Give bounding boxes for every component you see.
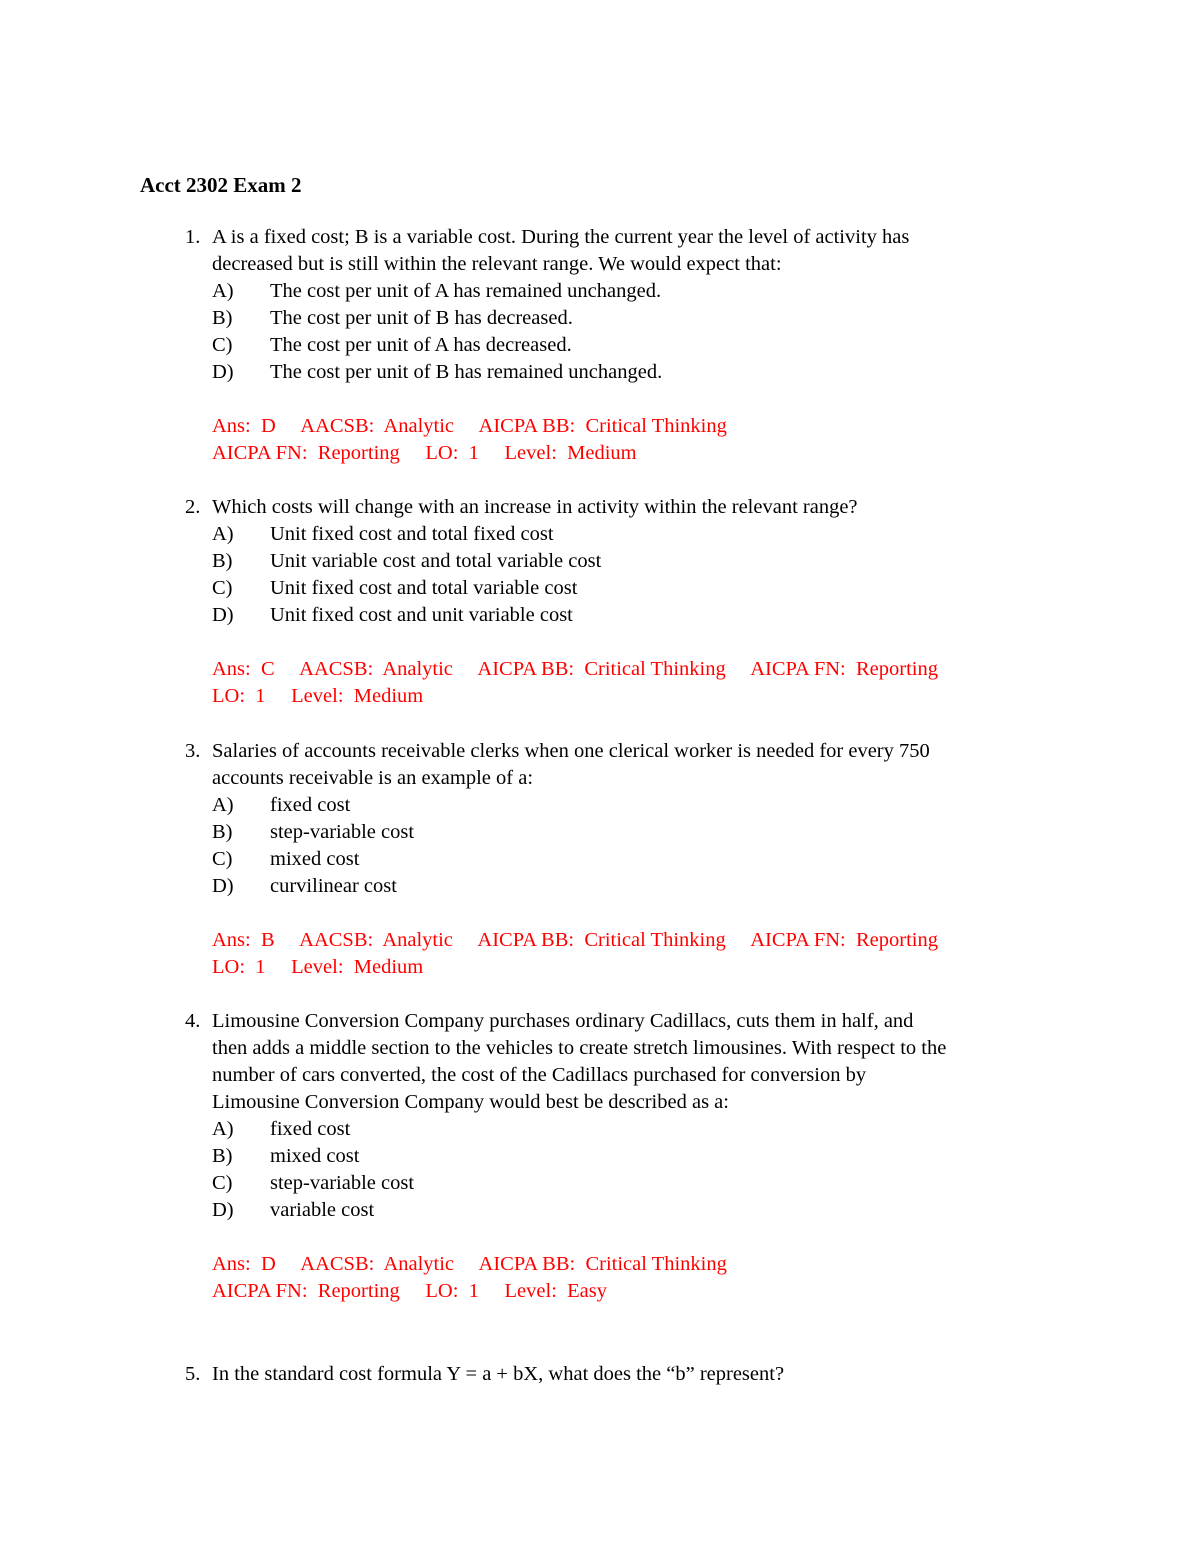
answer-option-c: C) The cost per unit of A has decreased.	[212, 334, 572, 356]
question-text-line: then adds a middle section to the vehicles to create stretch limousines. With respect to the	[212, 1037, 947, 1059]
question-text-line: decreased but is still within the relevant range. We would expect that:	[212, 253, 782, 275]
answer-option-a: A) fixed cost	[212, 794, 351, 816]
page-title: Acct 2302 Exam 2	[140, 173, 302, 197]
question-text-line: In the standard cost formula Y = a + bX, what does the “b” represent?	[212, 1363, 785, 1385]
answer-option-d: D) curvilinear cost	[212, 875, 397, 897]
question-number: 1.	[185, 226, 201, 248]
answer-key-line: Ans: D AACSB: Analytic AICPA BB: Critical Thinking	[212, 415, 727, 437]
question-body	[212, 1361, 1082, 1388]
answer-option-a: A) fixed cost	[212, 1118, 351, 1140]
question-body	[212, 1008, 1082, 1305]
answer-option-c: C) mixed cost	[212, 848, 360, 870]
answer-option-b: B) The cost per unit of B has decreased.	[212, 307, 573, 329]
answer-option-d: D) variable cost	[212, 1199, 375, 1221]
question-text-line: accounts receivable is an example of a:	[212, 767, 534, 789]
answer-option-b: B) mixed cost	[212, 1145, 360, 1167]
answer-key-line: LO: 1 Level: Medium	[212, 685, 424, 707]
question-body	[212, 224, 1082, 467]
question-number: 4.	[185, 1010, 201, 1032]
question-number: 2.	[185, 496, 201, 518]
question-body	[212, 738, 1082, 981]
question-number: 5.	[185, 1363, 201, 1385]
answer-option-a: A) Unit fixed cost and total fixed cost	[212, 523, 554, 545]
answer-key-line: AICPA FN: Reporting LO: 1 Level: Easy	[212, 1280, 607, 1302]
question-text-line: number of cars converted, the cost of the Cadillacs purchased for conversion by	[212, 1064, 867, 1086]
answer-key-line: Ans: C AACSB: Analytic AICPA BB: Critical Thinking AICPA FN: Reporting	[212, 658, 938, 680]
question-text-line: Limousine Conversion Company purchases ordinary Cadillacs, cuts them in half, and	[212, 1010, 914, 1032]
question-text-line: Limousine Conversion Company would best be described as a:	[212, 1091, 729, 1113]
answer-option-c: C) step-variable cost	[212, 1172, 415, 1194]
question-body	[212, 494, 1082, 710]
question-text-line: Which costs will change with an increase in activity within the relevant range?	[212, 496, 858, 518]
answer-option-b: B) step-variable cost	[212, 821, 415, 843]
question-text-line: A is a fixed cost; B is a variable cost. During the current year the level of activity has	[212, 226, 910, 248]
answer-option-b: B) Unit variable cost and total variable cost	[212, 550, 602, 572]
answer-option-c: C) Unit fixed cost and total variable cost	[212, 577, 578, 599]
question-text-line: Salaries of accounts receivable clerks when one clerical worker is needed for every 750	[212, 740, 930, 762]
answer-key-line: AICPA FN: Reporting LO: 1 Level: Medium	[212, 442, 637, 464]
answer-key-line: Ans: B AACSB: Analytic AICPA BB: Critical Thinking AICPA FN: Reporting	[212, 929, 938, 951]
answer-key-line: Ans: D AACSB: Analytic AICPA BB: Critical Thinking	[212, 1253, 727, 1275]
answer-option-a: A) The cost per unit of A has remained unchanged.	[212, 280, 662, 302]
question-number: 3.	[185, 740, 201, 762]
answer-option-d: D) The cost per unit of B has remained unchanged.	[212, 361, 663, 383]
answer-option-d: D) Unit fixed cost and unit variable cost	[212, 604, 573, 626]
answer-key-line: LO: 1 Level: Medium	[212, 956, 424, 978]
